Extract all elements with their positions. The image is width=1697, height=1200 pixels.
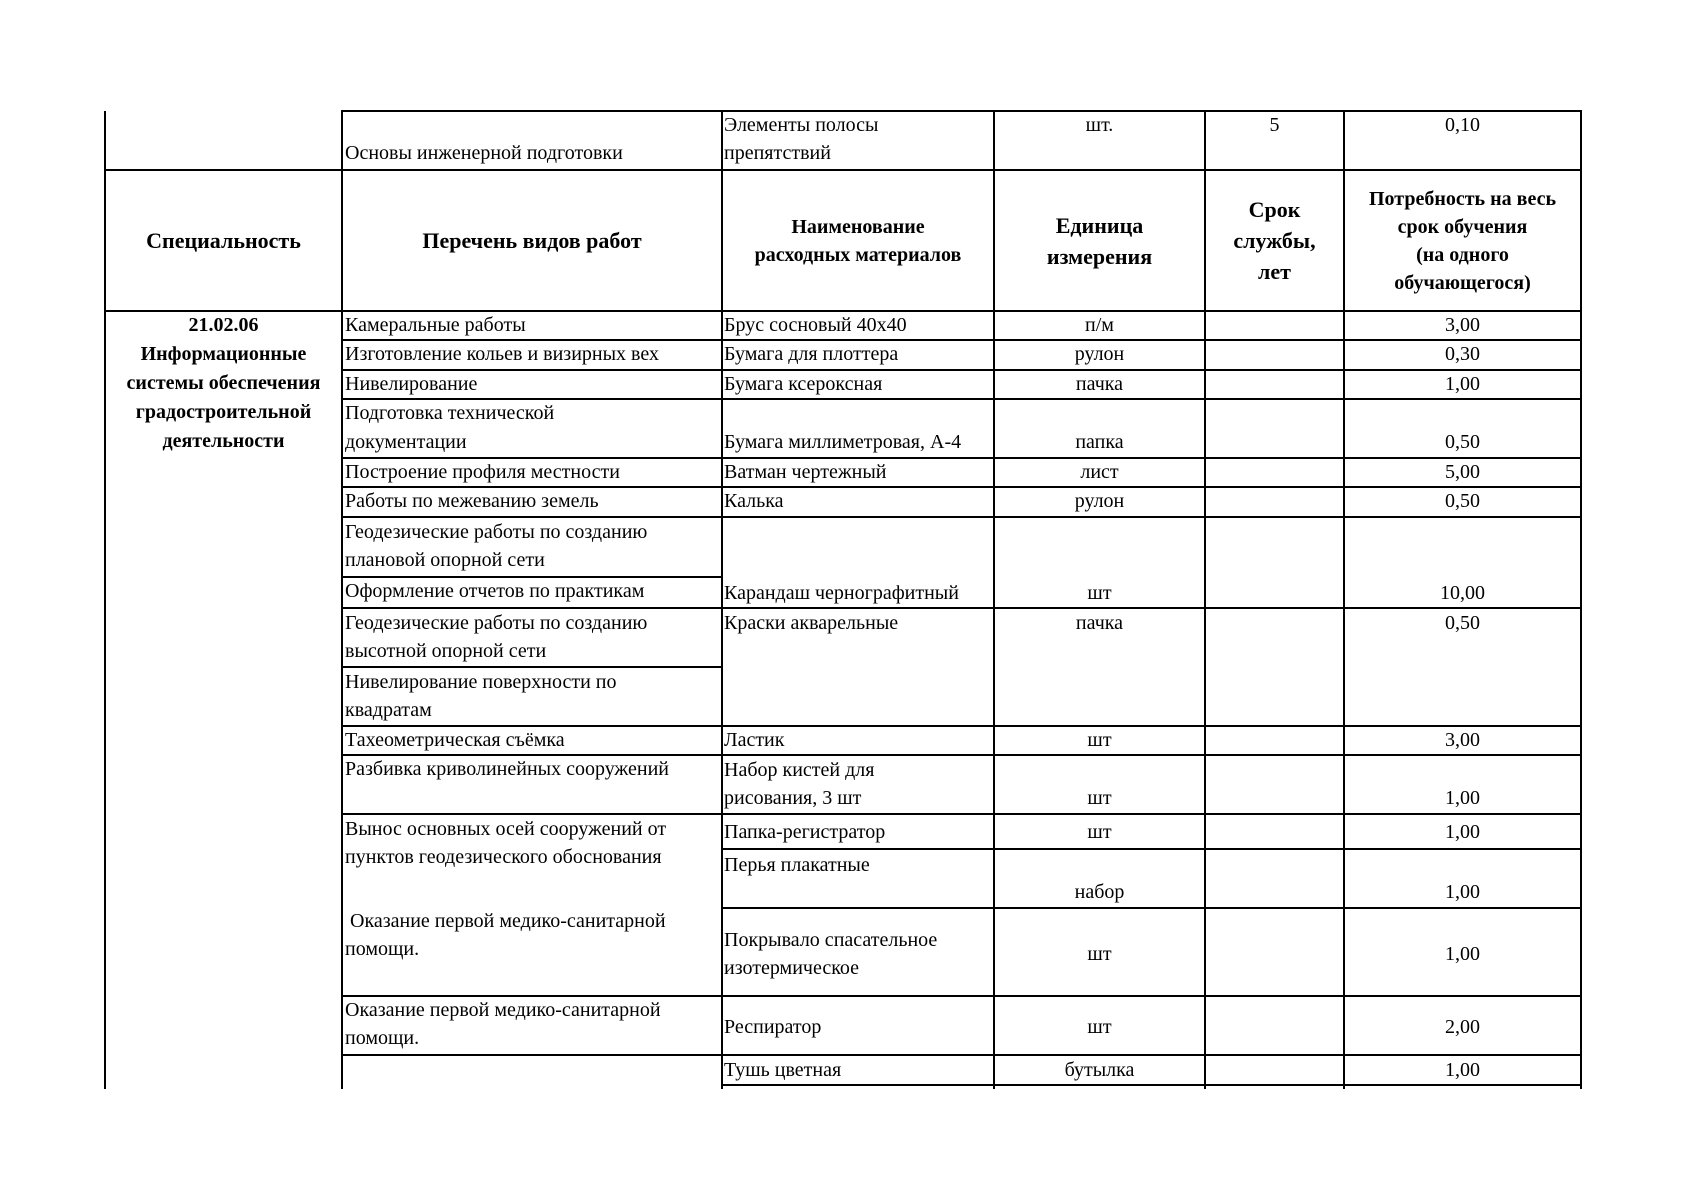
work-item: высотной опорной сети [345, 640, 547, 662]
work-item: Изготовление кольев и визирных вех [345, 343, 659, 365]
material-name: Покрывало спасательное [724, 929, 938, 951]
material-name: Респиратор [724, 1016, 822, 1038]
material-name: Брус сосновый 40х40 [724, 314, 907, 336]
material-need: 0,30 [1445, 343, 1480, 365]
material-need: 10,00 [1440, 582, 1485, 604]
top-row-service-life: 5 [1269, 114, 1280, 136]
work-item: Нивелирование поверхности по [345, 671, 617, 693]
row-line-material-only [721, 848, 1582, 850]
header-life-line1: Срок [1248, 197, 1301, 222]
row-line-header-top [104, 169, 1582, 171]
material-name: Краски акварельные [724, 612, 899, 634]
work-item: помощи. [345, 1027, 420, 1049]
header-works: Перечень видов работ [422, 228, 642, 253]
material-unit: шт [1087, 943, 1112, 965]
material-need: 1,00 [1445, 881, 1480, 903]
material-name: Тушь цветная [724, 1059, 842, 1081]
work-item: Оказание первой медико-санитарной [345, 910, 666, 932]
work-item: пунктов геодезического обоснования [345, 846, 662, 868]
top-row-material-line1: Элементы полосы [724, 114, 879, 136]
work-item: Подготовка технической [345, 402, 555, 424]
work-item: Разбивка криволинейных сооружений [345, 758, 669, 780]
material-unit: шт [1087, 729, 1112, 751]
material-need: 5,00 [1445, 461, 1480, 483]
header-need-line3: (на одного [1416, 244, 1509, 266]
work-item: квадратам [345, 699, 432, 721]
material-name: Бумага миллиметровая, А-4 [724, 431, 962, 453]
header-life-line3: лет [1258, 259, 1291, 284]
material-name: Бумага для плоттера [724, 343, 899, 365]
material-unit: шт [1087, 582, 1112, 604]
material-need: 1,00 [1445, 1059, 1480, 1081]
material-unit: лист [1080, 461, 1119, 483]
material-unit: шт [1087, 1016, 1112, 1038]
work-item: Вынос основных осей сооружений от [345, 818, 667, 840]
top-row-material-line2: препятствий [724, 142, 831, 164]
material-need: 0,50 [1445, 490, 1480, 512]
material-name: Карандаш чернографитный [724, 582, 959, 604]
material-need: 3,00 [1445, 729, 1480, 751]
material-name: Ватман чертежный [724, 461, 887, 483]
material-unit: п/м [1085, 314, 1114, 336]
top-row-unit: шт. [1085, 114, 1114, 136]
top-row-need: 0,10 [1445, 114, 1480, 136]
material-need: 0,50 [1445, 431, 1480, 453]
material-need: 1,00 [1445, 943, 1480, 965]
work-item: Камеральные работы [345, 314, 526, 336]
material-unit: бутылка [1064, 1059, 1135, 1081]
material-unit: пачка [1075, 373, 1124, 395]
material-unit: набор [1074, 881, 1125, 903]
work-item: Геодезические работы по созданию [345, 612, 648, 634]
material-unit: рулон [1074, 490, 1125, 512]
material-need: 3,00 [1445, 314, 1480, 336]
work-item: Оказание первой медико-санитарной [345, 999, 661, 1021]
work-item: Тахеометрическая съёмка [345, 729, 565, 751]
material-name: изотермическое [724, 957, 860, 979]
header-unit-line1: Единица [1055, 213, 1144, 238]
material-unit: пачка [1075, 612, 1124, 634]
header-need-line2: срок обучения [1397, 216, 1528, 238]
specialty-name-line1: Информационные [140, 343, 307, 365]
border-left [104, 111, 106, 1089]
material-unit: шт [1087, 821, 1112, 843]
material-name: Набор кистей для [724, 759, 875, 781]
material-need: 1,00 [1445, 787, 1480, 809]
material-need: 0,50 [1445, 612, 1480, 634]
work-item: Работы по межеванию земель [345, 490, 599, 512]
work-item: Нивелирование [345, 373, 478, 395]
work-item: плановой опорной сети [345, 549, 545, 571]
row-line-bottom [721, 1084, 1582, 1086]
material-need: 1,00 [1445, 821, 1480, 843]
border-right [1580, 111, 1582, 1089]
header-material-line2: расходных материалов [754, 244, 962, 266]
material-unit: папка [1075, 431, 1124, 453]
header-need-line1: Потребность на весь [1368, 188, 1557, 210]
specialty-name-line3: градостроительной [135, 401, 312, 423]
col-divider-works [341, 111, 343, 1089]
material-name: Перья плакатные [724, 854, 870, 876]
top-row-work: Основы инженерной подготовки [345, 142, 623, 164]
header-life-line2: службы, [1233, 228, 1316, 253]
material-name: рисования, 3 шт [724, 787, 862, 809]
work-item: помощи. [345, 938, 420, 960]
material-unit: шт [1087, 787, 1112, 809]
material-need: 2,00 [1445, 1016, 1480, 1038]
material-name: Бумага ксероксная [724, 373, 883, 395]
row-line-material-only [721, 907, 1582, 909]
material-name: Папка-регистратор [724, 821, 886, 843]
material-name: Калька [724, 490, 784, 512]
header-need-line4: обучающегося) [1394, 272, 1531, 294]
work-item: Оформление отчетов по практикам [345, 580, 645, 602]
material-need: 1,00 [1445, 373, 1480, 395]
material-unit: рулон [1074, 343, 1125, 365]
work-item: документации [345, 431, 467, 453]
header-unit-line2: измерения [1046, 244, 1153, 269]
work-item: Геодезические работы по созданию [345, 521, 648, 543]
specialty-name-line4: деятельности [162, 430, 285, 452]
specialty-name-line2: системы обеспечения [126, 372, 321, 394]
specialty-code: 21.02.06 [188, 314, 259, 336]
material-name: Ластик [724, 729, 785, 751]
header-specialty: Специальность [146, 228, 301, 253]
header-material-line1: Наименование [791, 216, 925, 238]
work-item: Построение профиля местности [345, 461, 620, 483]
